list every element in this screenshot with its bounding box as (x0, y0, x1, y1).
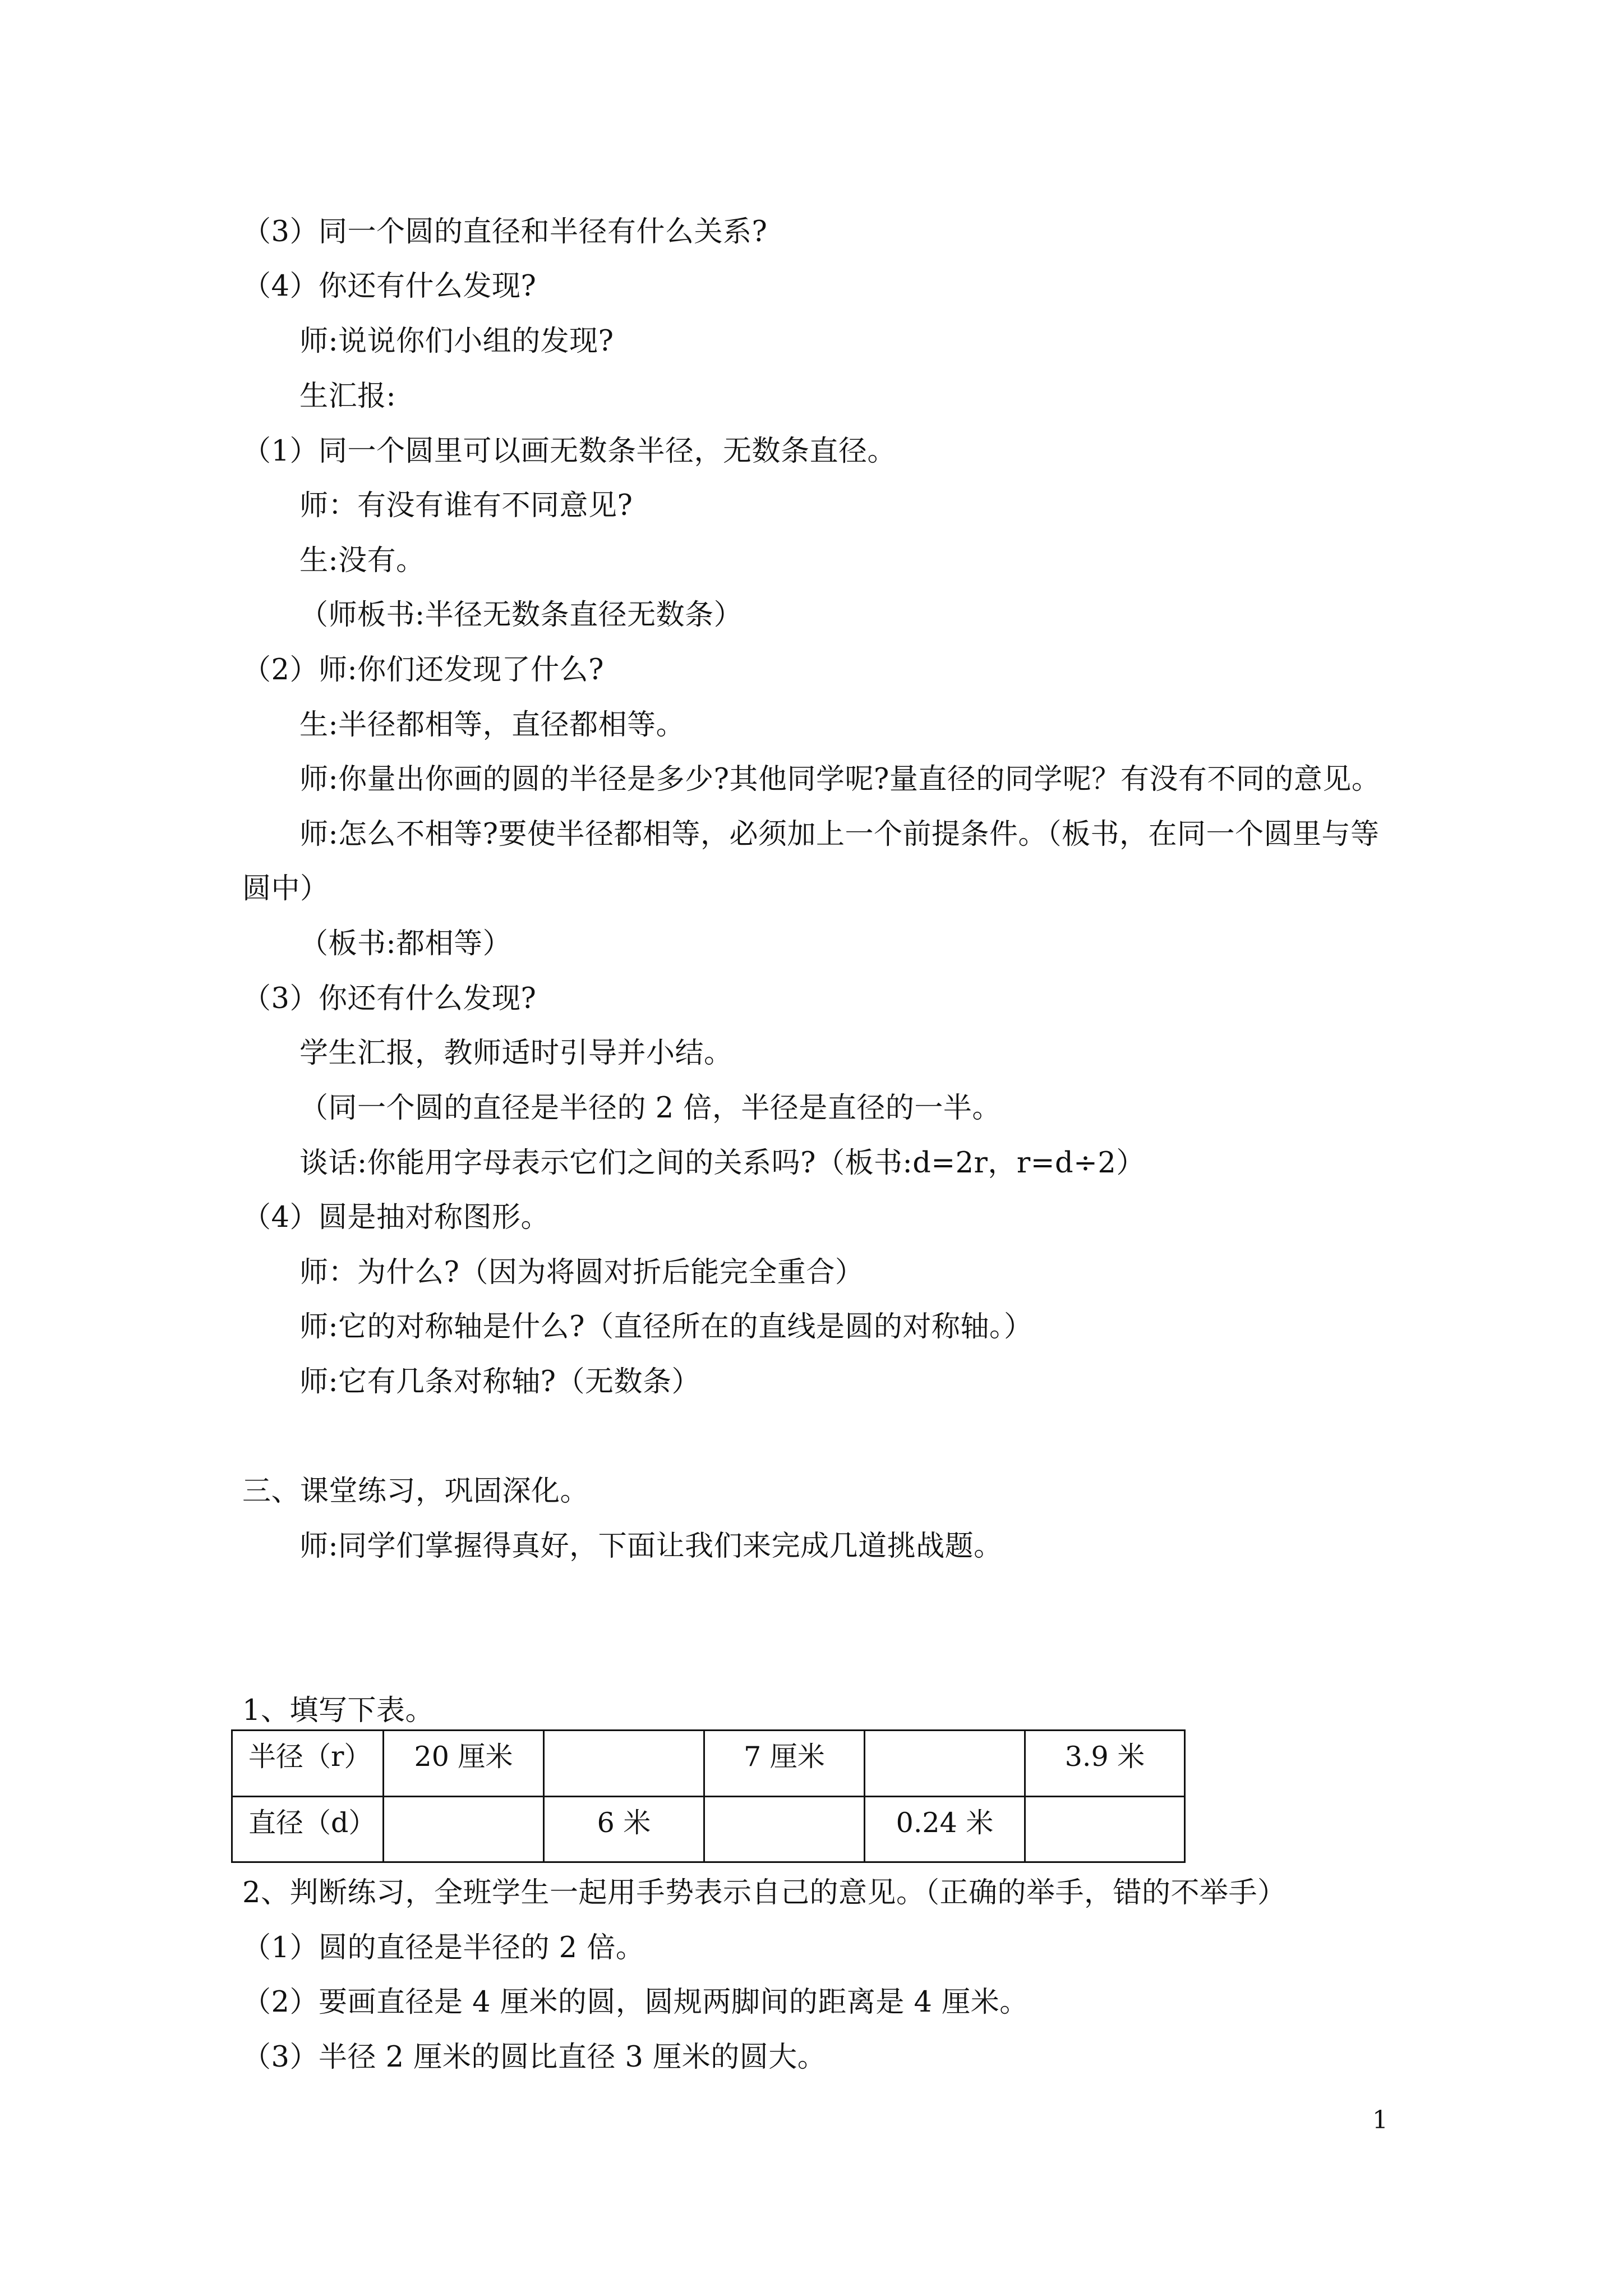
text-line: （4）圆是抽对称图形。 (242, 1201, 550, 1234)
section-heading: 三、课堂练习，巩固深化。 (242, 1475, 589, 1508)
text-line: 生:半径都相等，直径都相等。 (299, 708, 685, 742)
text-line: 师：为什么?（因为将圆对折后能完全重合） (299, 1256, 864, 1289)
table-row-diameter (232, 1796, 1185, 1862)
table-cell (384, 1796, 544, 1862)
table-cell (704, 1796, 865, 1862)
table-row-label: 半径（r） (232, 1731, 384, 1797)
text-line: 师:怎么不相等?要使半径都相等，必须加上一个前提条件。（板书，在同一个圆里与等 (299, 818, 1380, 851)
table-cell: 7 厘米 (704, 1731, 865, 1797)
text-line: （板书:都相等） (299, 927, 512, 960)
table-cell: 0.24 米 (865, 1796, 1025, 1862)
text-line: 师:说说你们小组的发现? (299, 325, 614, 358)
exercise-heading: 1、填写下表。 (242, 1694, 434, 1727)
table-cell: 6 米 (544, 1796, 704, 1862)
radius-diameter-table (231, 1729, 1186, 1863)
text-line: （同一个圆的直径是半径的 2 倍，半径是直径的一半。 (299, 1092, 1001, 1125)
text-line: 师:它的对称轴是什么?（直径所在的直线是圆的对称轴。） (299, 1310, 1033, 1343)
text-line: 学生汇报，教师适时引导并小结。 (299, 1037, 733, 1070)
text-line: 师:同学们掌握得真好，下面让我们来完成几道挑战题。 (299, 1530, 1003, 1563)
text-line: （3）半径 2 厘米的圆比直径 3 厘米的圆大。 (242, 2041, 827, 2074)
text-line: 谈话:你能用字母表示它们之间的关系吗?（板书:d=2r，r=d÷2） (299, 1147, 1145, 1180)
table-cell (865, 1731, 1025, 1797)
text-line: （3）同一个圆的直径和半径有什么关系? (242, 215, 768, 249)
text-line: 生汇报: (299, 380, 396, 413)
text-line: （1）同一个圆里可以画无数条半径，无数条直径。 (242, 435, 896, 468)
text-line: （1）圆的直径是半径的 2 倍。 (242, 1931, 645, 1964)
table-row-radius (232, 1731, 1185, 1797)
text-line: （2）要画直径是 4 厘米的圆，圆规两脚间的距离是 4 厘米。 (242, 1986, 1029, 2019)
text-line: 圆中） (242, 872, 329, 905)
exercise-heading: 2、判断练习，全班学生一起用手势表示自己的意见。（正确的举手，错的不举手） (242, 1876, 1287, 1910)
text-line: （师板书:半径无数条直径无数条） (299, 599, 743, 632)
text-line: 师：有没有谁有不同意见? (299, 489, 633, 522)
table-cell: 3.9 米 (1025, 1731, 1185, 1797)
text-line: 生:没有。 (299, 544, 425, 577)
table-cell (544, 1731, 704, 1797)
table-cell: 20 厘米 (384, 1731, 544, 1797)
text-line: 师:它有几条对称轴?（无数条） (299, 1365, 701, 1398)
text-line: （3）你还有什么发现? (242, 982, 537, 1015)
table-cell (1025, 1796, 1185, 1862)
text-line: （2）师:你们还发现了什么? (242, 654, 604, 687)
text-line: （4）你还有什么发现? (242, 270, 537, 303)
table-row-label: 直径（d） (232, 1796, 384, 1862)
page-number: 1 (1372, 2106, 1388, 2134)
text-line: 师:你量出你画的圆的半径是多少?其他同学呢?量直径的同学呢？有没有不同的意见。 (299, 763, 1381, 796)
